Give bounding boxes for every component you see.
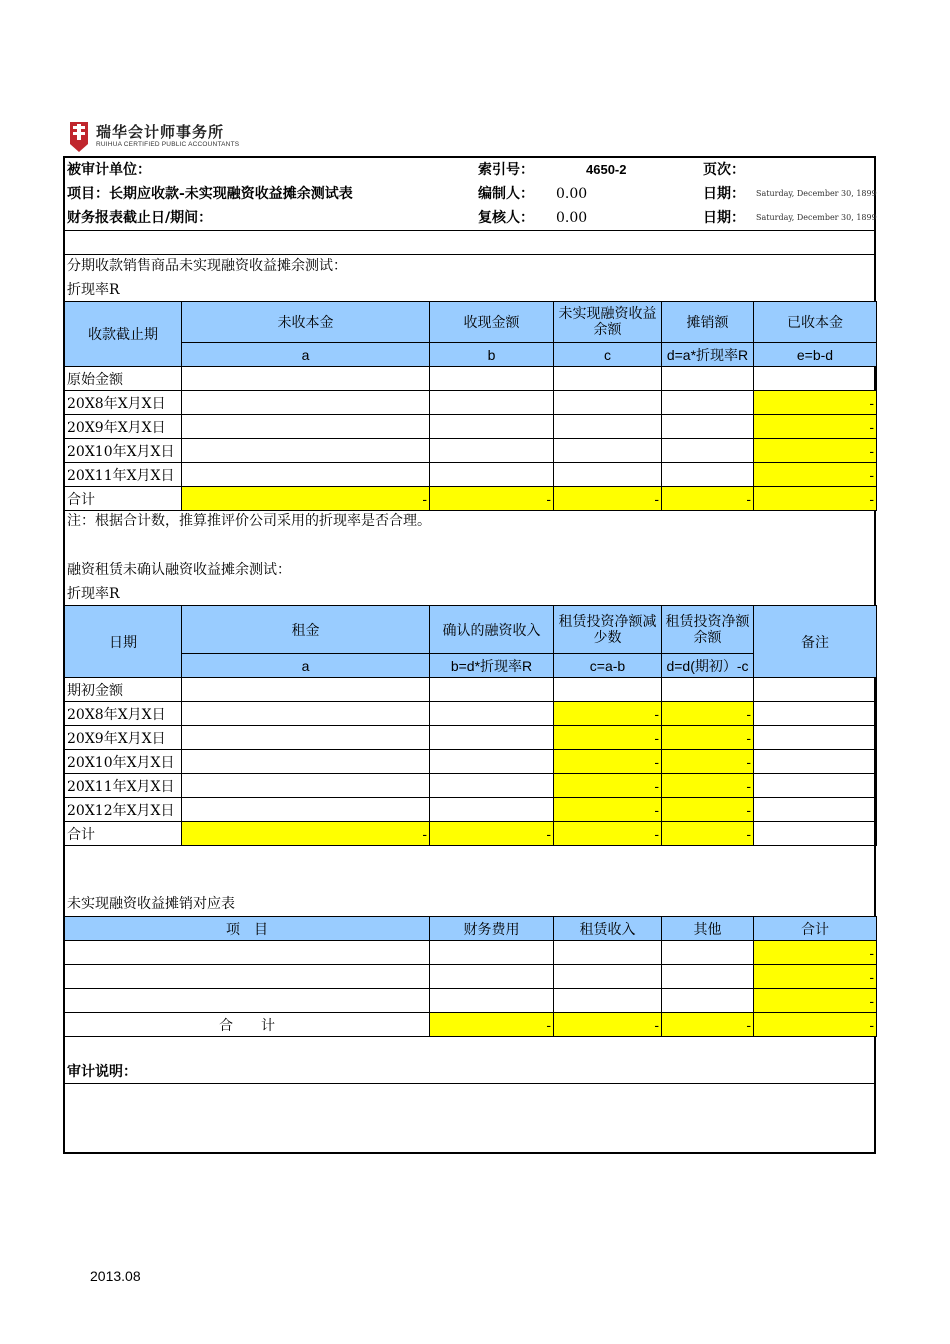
table-row xyxy=(65,750,877,774)
calc-cell: - xyxy=(662,774,754,798)
total-cell: - xyxy=(754,487,877,511)
s2-formula: a xyxy=(182,654,430,678)
total-cell: - xyxy=(182,487,430,511)
total-label: 合 计 xyxy=(65,1013,430,1037)
total-cell: - xyxy=(182,822,430,846)
preparer-value: 0.00 xyxy=(556,186,588,202)
s1-col0-header: 收款截止期 xyxy=(65,302,182,367)
row-label: 期初金额 xyxy=(65,678,182,702)
header-divider xyxy=(64,230,876,231)
s2-col-header: 租赁投资净额减少数 xyxy=(554,606,662,654)
row-label: 20X10年X月X日 xyxy=(65,750,182,774)
section2-title: 融资租赁未确认融资收益摊余测试： xyxy=(67,562,291,578)
table-row xyxy=(65,989,877,1013)
table-row xyxy=(65,678,877,702)
section1-note: 注：根据合计数，推算推评价公司采用的折现率是否合理。 xyxy=(67,513,431,529)
table-row xyxy=(65,774,877,798)
s1-formula: d=a*折现率R xyxy=(662,343,754,367)
date1-label: 日期： xyxy=(703,186,745,202)
calc-cell: - xyxy=(754,941,877,965)
s2-col-header: 确认的融资收入 xyxy=(430,606,554,654)
s2-formula: b=d*折现率R xyxy=(430,654,554,678)
section3-title: 未实现融资收益摊销对应表 xyxy=(67,896,235,912)
s2-col-header: 租金 xyxy=(182,606,430,654)
calc-cell: - xyxy=(754,391,877,415)
date1-value: Saturday, December 30, 1899 xyxy=(756,189,877,198)
section2-rate: 折现率R xyxy=(67,586,120,602)
s2-col-header: 备注 xyxy=(754,606,877,678)
reviewer-label: 复核人： xyxy=(478,210,534,226)
s1-col-header: 摊销额 xyxy=(662,302,754,343)
row-label: 20X9年X月X日 xyxy=(65,415,182,439)
total-cell: - xyxy=(554,822,662,846)
s1-formula: c xyxy=(554,343,662,367)
calc-cell: - xyxy=(554,798,662,822)
firm-name: 瑞华会计师事务所 xyxy=(96,123,225,141)
total-cell: - xyxy=(662,822,754,846)
table-row xyxy=(65,941,877,965)
section2-table xyxy=(64,605,877,846)
firm-seal-icon xyxy=(68,120,90,154)
calc-cell: - xyxy=(554,750,662,774)
table-row xyxy=(65,726,877,750)
s2-col-header: 租赁投资净额余额 xyxy=(662,606,754,654)
calc-cell: - xyxy=(754,415,877,439)
total-cell: - xyxy=(554,487,662,511)
calc-cell: - xyxy=(662,750,754,774)
audit-note-label: 审计说明： xyxy=(67,1064,137,1080)
calc-cell: - xyxy=(754,989,877,1013)
total-row xyxy=(65,1013,877,1037)
total-cell: - xyxy=(662,1013,754,1037)
calc-cell: - xyxy=(554,774,662,798)
table-row xyxy=(65,798,877,822)
date2-value: Saturday, December 30, 1899 xyxy=(756,213,877,222)
total-cell: - xyxy=(430,822,554,846)
calc-cell: - xyxy=(662,798,754,822)
s3-col-header: 其他 xyxy=(662,917,754,941)
row-label: 原始金额 xyxy=(65,367,182,391)
section1-rate: 折现率R xyxy=(67,282,120,298)
index-value: 4650-2 xyxy=(586,162,627,177)
header-divider-2 xyxy=(64,254,876,255)
s3-col-header: 财务费用 xyxy=(430,917,554,941)
table-row xyxy=(65,439,877,463)
table-row xyxy=(65,367,877,391)
table-row xyxy=(65,463,877,487)
calc-cell: - xyxy=(754,965,877,989)
firm-logo xyxy=(68,118,254,158)
row-label: 20X8年X月X日 xyxy=(65,391,182,415)
table-row xyxy=(65,415,877,439)
row-label: 20X9年X月X日 xyxy=(65,726,182,750)
total-row xyxy=(65,822,877,846)
calc-cell: - xyxy=(662,702,754,726)
row-label: 20X11年X月X日 xyxy=(65,463,182,487)
audit-note-divider xyxy=(64,1083,876,1084)
total-cell: - xyxy=(754,1013,877,1037)
section1-table xyxy=(64,301,877,511)
preparer-label: 编制人： xyxy=(478,186,534,202)
calc-cell: - xyxy=(754,439,877,463)
period-label: 财务报表截止日/期间： xyxy=(67,210,213,226)
s2-formula: d=d(期初）-c xyxy=(662,654,754,678)
total-cell: - xyxy=(430,1013,554,1037)
total-row xyxy=(65,487,877,511)
s1-formula: e=b-d xyxy=(754,343,877,367)
calc-cell: - xyxy=(662,726,754,750)
section3-table xyxy=(64,916,877,1037)
s2-formula: c=a-b xyxy=(554,654,662,678)
audited-unit-label: 被审计单位： xyxy=(67,162,151,178)
calc-cell: - xyxy=(554,702,662,726)
total-label: 合计 xyxy=(65,822,182,846)
total-label: 合计 xyxy=(65,487,182,511)
table-row xyxy=(65,965,877,989)
table-row xyxy=(65,702,877,726)
s1-formula: b xyxy=(430,343,554,367)
s1-col-header: 未收本金 xyxy=(182,302,430,343)
s3-col-header: 合计 xyxy=(754,917,877,941)
s1-col-header: 未实现融资收益余额 xyxy=(554,302,662,343)
reviewer-value: 0.00 xyxy=(556,210,588,226)
row-label: 20X8年X月X日 xyxy=(65,702,182,726)
calc-cell: - xyxy=(554,726,662,750)
project-label: 项目：长期应收款-未实现融资收益摊余测试表 xyxy=(67,186,353,202)
audit-note-area[interactable] xyxy=(66,1085,874,1151)
row-label: 20X11年X月X日 xyxy=(65,774,182,798)
table-row xyxy=(65,391,877,415)
s1-col-header: 收现金额 xyxy=(430,302,554,343)
total-cell: - xyxy=(554,1013,662,1037)
s2-col0-header: 日期 xyxy=(65,606,182,678)
total-cell: - xyxy=(430,487,554,511)
index-label: 索引号： xyxy=(478,162,534,178)
total-cell: - xyxy=(662,487,754,511)
s1-formula: a xyxy=(182,343,430,367)
calc-cell: - xyxy=(754,463,877,487)
s3-col-header: 租赁收入 xyxy=(554,917,662,941)
row-label: 20X12年X月X日 xyxy=(65,798,182,822)
version-footer: 2013.08 xyxy=(90,1268,141,1284)
section1-title: 分期收款销售商品未实现融资收益摊余测试： xyxy=(67,258,347,274)
page-label: 页次： xyxy=(703,162,745,178)
date2-label: 日期： xyxy=(703,210,745,226)
firm-name-en: RUIHUA CERTIFIED PUBLIC ACCOUNTANTS xyxy=(96,141,240,148)
s3-col-header: 项 目 xyxy=(65,917,430,941)
s1-col-header: 已收本金 xyxy=(754,302,877,343)
row-label: 20X10年X月X日 xyxy=(65,439,182,463)
